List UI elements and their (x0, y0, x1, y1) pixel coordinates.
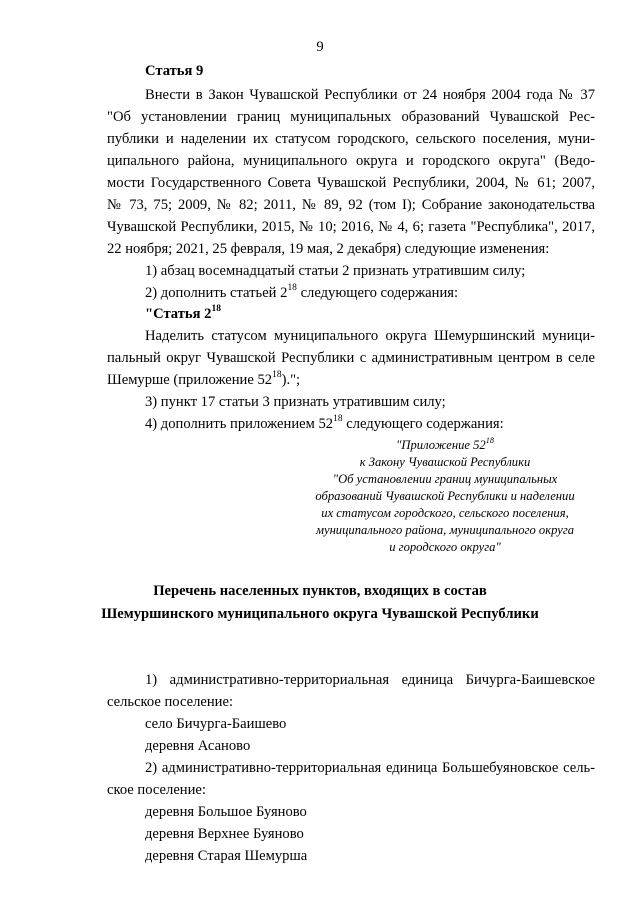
new-article-heading: "Статья $2^{18}$ (145, 304, 221, 322)
settlement-item: деревня Асаново (145, 738, 251, 754)
intro-line: Чувашской Республики, 2015, № 10; 2016, № 4, 6; газета "Республика", 2017, (107, 219, 595, 235)
intro-line: мости Государственного Совета Чувашской Республики, 2004, № 61; 2007, (107, 175, 595, 191)
admin-unit-line: 2) административно-территориальная единица Большебуяновское сель- (145, 760, 595, 776)
appendix-note-line: муниципального района, муниципального округа (315, 523, 575, 537)
new-article-line: пальный округ Чувашской Республики с административным центром в селе (107, 350, 595, 366)
appendix-note-line: "Об установлении границ муниципальных (332, 472, 558, 486)
new-article-line: Шемурше (приложение $52^{18}$)."; (107, 370, 301, 388)
new-article-line: Наделить статусом муниципального округа Шемуршинский муници- (145, 328, 595, 344)
list-title-line: Шемуршинского муниципального округа Чувашской Республики (101, 606, 539, 622)
appendix-note-line: к Закону Чувашской Республики (359, 455, 531, 469)
list-title-line: Перечень населенных пунктов, входящих в состав (153, 583, 487, 599)
page-number: 9 (316, 39, 324, 55)
intro-line: публики и наделении их статусом городского, сельского поселения, муни- (107, 131, 595, 147)
settlement-item: село Бичурга-Баишево (145, 716, 287, 732)
intro-line: Внести в Закон Чувашской Республики от 24 ноября 2004 года № 37 (145, 87, 595, 103)
intro-line: 22 ноября; 2021, 25 февраля, 19 мая, 2 декабря) следующие изменения: (107, 241, 550, 257)
appendix-note-line: и городского округа" (389, 540, 501, 554)
admin-unit-line: сельское поселение: (107, 694, 234, 710)
appendix-note-line: образований Чувашской Республики и наделении (315, 489, 575, 503)
intro-line: "Об установлении границ муниципальных образований Чувашской Рес- (107, 109, 595, 125)
article-heading: Статья 9 (145, 63, 204, 79)
admin-unit-line: ское поселение: (107, 782, 206, 798)
settlement-item: деревня Верхнее Буяново (145, 826, 304, 842)
appendix-note-line: их статусом городского, сельского поселения, (321, 506, 569, 520)
settlement-item: деревня Большое Буяново (145, 804, 307, 820)
settlement-item: деревня Старая Шемурша (145, 848, 308, 864)
amendment-item-1: 1) абзац восемнадцатый статьи 2 признать утратившим силу; (145, 263, 526, 279)
admin-unit-line: 1) административно-территориальная единица Бичурга-Баишевское (145, 672, 595, 688)
appendix-note-line: "Приложение $52^{18}$ (396, 436, 494, 452)
amendment-item-3: 3) пункт 17 статьи 3 признать утратившим силу; (145, 394, 446, 410)
intro-line: № 73, 75; 2009, № 82; 2011, № 89, 92 (том I); Собрание законодательства (107, 197, 595, 213)
amendment-item-4: 4) дополнить приложением $52^{18}$ следующего содержания: (145, 414, 504, 432)
intro-line: ципального района, муниципального округа и городского округа" (Ведо- (107, 153, 595, 169)
amendment-item-2: 2) дополнить статьей $2^{18}$ следующего содержания: (145, 283, 459, 301)
